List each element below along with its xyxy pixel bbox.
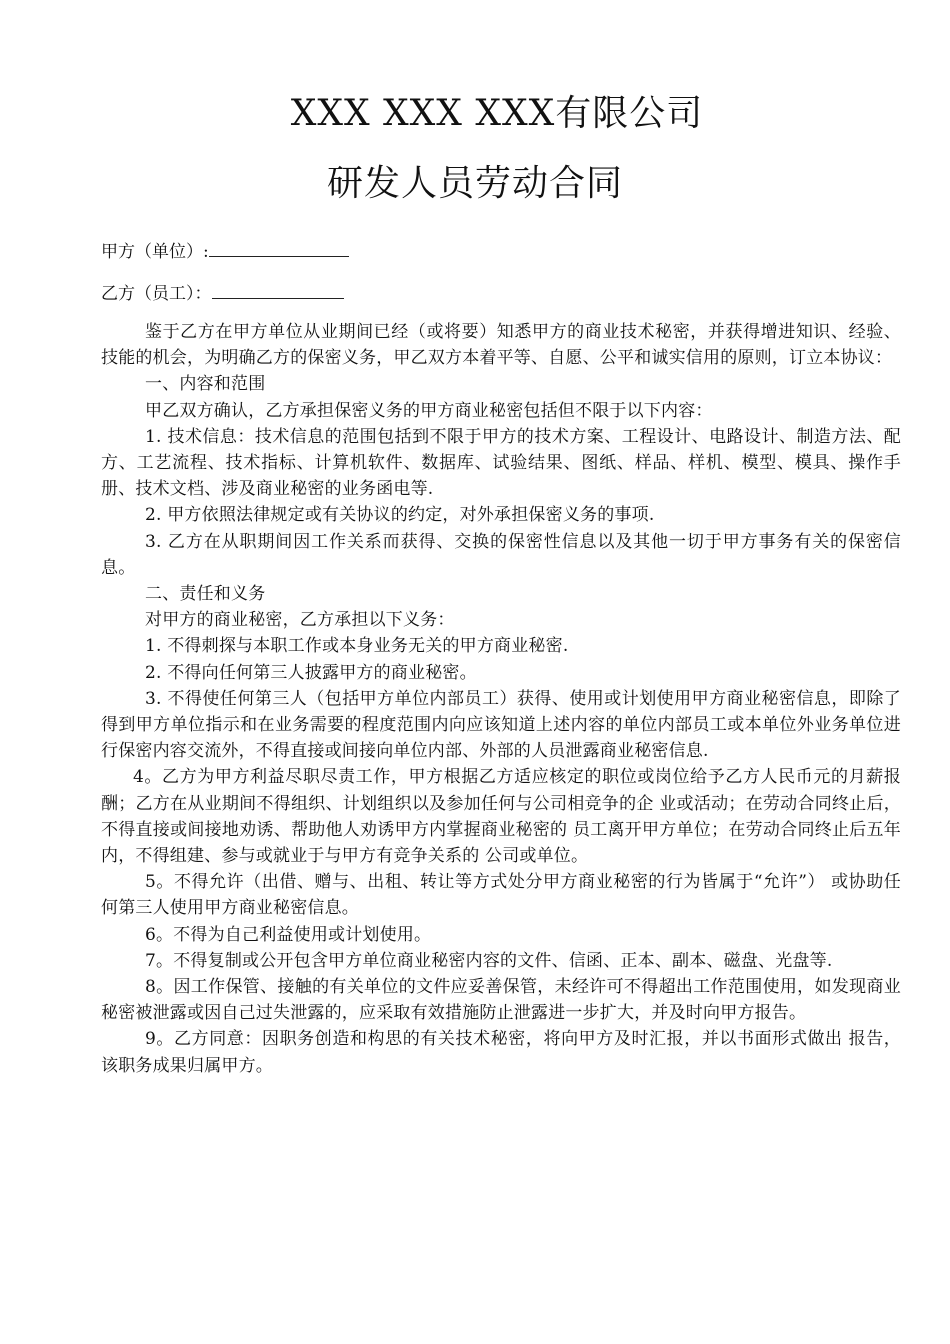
clause-item: 4。乙方为甲方利益尽职尽责工作，甲方根据乙方适应核定的职位或岗位给予乙方人民币元的月薪报酬；乙方在从业期间不得组织、计划组织以及参加任何与公司相竞争的企 业或活动；在劳动合同终止后，不得直接或间接地劝诱、帮助他人劝诱甲方内掌握商业秘密的 员工离开甲方单位；在劳动合同终止后五年内，不得组建、参与或就业于与甲方有竞争关系的 公司或单位。 bbox=[101, 767, 901, 867]
clause-item: 6。不得为自己利益使用或计划使用。 bbox=[145, 924, 432, 945]
company-name: XXX XXX XXX有限公司 bbox=[290, 93, 704, 134]
clause-item: 2. 甲方依照法律规定或有关协议的约定，对外承担保密义务的事项. bbox=[145, 505, 655, 526]
party-a-blank bbox=[209, 238, 349, 257]
clause-item: 8。因工作保管、接触的有关单位的文件应妥善保管，未经许可不得超出工作范围使用，如发现商业秘密被泄露或因自己过失泄露的，应采取有效措施防止泄露进一步扩大，并及时向甲方报告。 bbox=[101, 977, 901, 1024]
clause-item: 1. 技术信息：技术信息的范围包括到不限于甲方的技术方案、工程设计、电路设计、制造方法、配方、工艺流程、技术指标、计算机软件、数据库、试验结果、图纸、样品、样机、模型、模具、操作手册、技术文档、涉及商业秘密的业务函电等. bbox=[101, 426, 901, 500]
clause-item: 3. 乙方在从职期间因工作关系而获得、交换的保密性信息以及其他一切于甲方事务有关的保密信息。 bbox=[101, 531, 901, 578]
contract-title: 研发人员劳动合同 bbox=[326, 163, 623, 204]
party-a-label: 甲方（单位）: bbox=[101, 242, 209, 262]
party-b-blank bbox=[212, 280, 344, 299]
party-b-label: 乙方（员工）： bbox=[101, 284, 212, 304]
clause-item: 5。不得允许（出借、赠与、出租、转让等方式处分甲方商业秘密的行为皆属于“允许”） 或协助任何第三人使用甲方商业秘密信息。 bbox=[101, 872, 901, 919]
section-heading: 一、内容和范围 bbox=[145, 374, 266, 395]
section-heading: 二、责任和义务 bbox=[145, 584, 266, 605]
clause-item: 7。不得复制或公开包含甲方单位商业秘密内容的文件、信函、正本、副本、磁盘、光盘等. bbox=[145, 950, 833, 971]
party-a-line bbox=[101, 238, 349, 264]
clause-item: 2. 不得向任何第三人披露甲方的商业秘密。 bbox=[145, 662, 477, 683]
paragraph: 甲乙双方确认，乙方承担保密义务的甲方商业秘密包括但不限于以下内容： bbox=[145, 400, 713, 421]
contract-body bbox=[101, 319, 901, 1079]
party-b-line bbox=[101, 280, 344, 306]
paragraph: 对甲方的商业秘密，乙方承担以下义务： bbox=[145, 610, 455, 631]
preamble-paragraph: 鉴于乙方在甲方单位从业期间已经（或将要）知悉甲方的商业技术秘密，并获得增进知识、经验、技能的机会，为明确乙方的保密义务，甲乙双方本着平等、自愿、公平和诚实信用的原则，订立本协议： bbox=[101, 322, 901, 369]
clause-item: 3. 不得使任何第三人（包括甲方单位内部员工）获得、使用或计划使用甲方商业秘密信息，即除了得到甲方单位指示和在业务需要的程度范围内向应该知道上述内容的单位内部员工或本单位外业务单位进行保密内容交流外，不得直接或间接向单位内部、外部的人员泄露商业秘密信息. bbox=[101, 688, 901, 762]
clause-item: 9。乙方同意：因职务创造和构思的有关技术秘密，将向甲方及时汇报，并以书面形式做出 报告，该职务成果归属甲方。 bbox=[101, 1029, 901, 1076]
clause-item: 1. 不得刺探与本职工作或本身业务无关的甲方商业秘密. bbox=[145, 636, 569, 657]
